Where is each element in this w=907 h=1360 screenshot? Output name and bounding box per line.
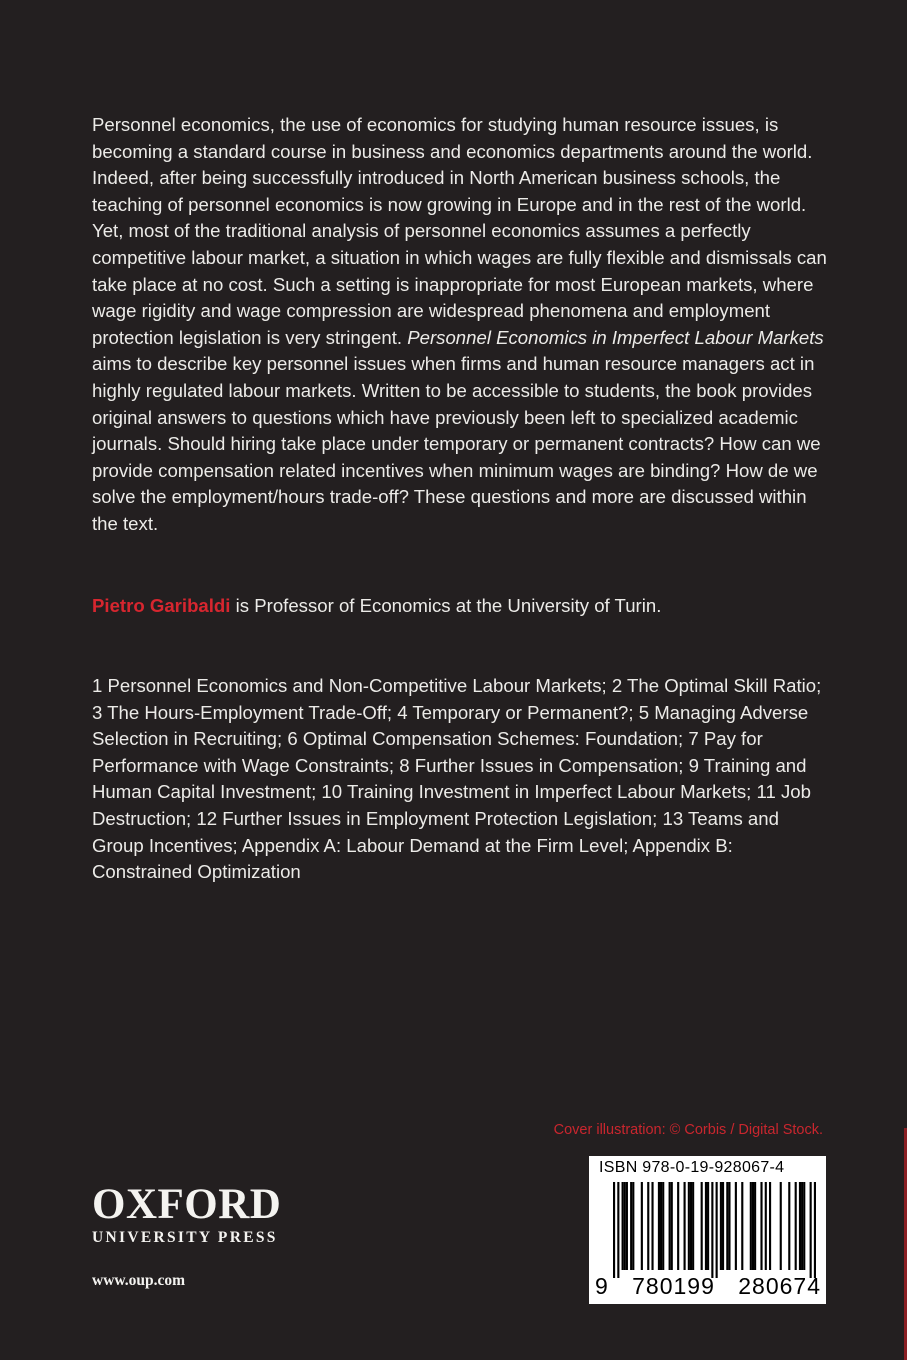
barcode-bar bbox=[795, 1182, 797, 1270]
publisher-name: OXFORD bbox=[92, 1181, 282, 1228]
barcode-bar bbox=[735, 1182, 737, 1270]
barcode-bar bbox=[741, 1182, 743, 1270]
barcode-bar bbox=[630, 1182, 632, 1270]
barcode-bar bbox=[754, 1182, 756, 1270]
publisher-subline: UNIVERSITY PRESS bbox=[92, 1229, 278, 1246]
author-bio bbox=[92, 593, 832, 620]
barcode-bar bbox=[613, 1182, 615, 1278]
barcode-bar bbox=[684, 1182, 686, 1270]
barcode-bar bbox=[632, 1182, 634, 1270]
barcode-bar bbox=[814, 1182, 816, 1278]
oxford-logo bbox=[92, 1183, 281, 1247]
barcode-bar bbox=[626, 1182, 628, 1270]
barcode-bar bbox=[726, 1182, 728, 1270]
barcode-bar bbox=[803, 1182, 805, 1270]
book-title-italic: Personnel Economics in Imperfect Labour Markets bbox=[407, 326, 824, 348]
barcode-bar bbox=[810, 1182, 812, 1278]
barcode-bar bbox=[780, 1182, 782, 1270]
barcode-bar bbox=[711, 1182, 713, 1278]
barcode-bar bbox=[669, 1182, 671, 1270]
barcode-bar bbox=[701, 1182, 703, 1270]
barcode-bar bbox=[705, 1182, 707, 1270]
barcode-bar bbox=[760, 1182, 762, 1270]
barcode-digits bbox=[595, 1273, 821, 1300]
book-description bbox=[92, 112, 832, 538]
barcode-bar bbox=[622, 1182, 624, 1270]
barcode-bar bbox=[799, 1182, 801, 1270]
barcode-digit-group-left: 780199 bbox=[632, 1273, 715, 1299]
barcode-bar bbox=[690, 1182, 692, 1270]
barcode-bar bbox=[647, 1182, 649, 1270]
barcode-bar bbox=[801, 1182, 803, 1270]
barcode-bar bbox=[660, 1182, 662, 1270]
barcode-digit-lead: 9 bbox=[595, 1273, 609, 1299]
barcode-bar bbox=[707, 1182, 709, 1270]
barcode-bar bbox=[677, 1182, 679, 1270]
description-paragraph bbox=[92, 112, 832, 538]
description-part-2: aims to describe key personnel issues when firms and human resource managers act in highly regulated labour markets. Written to be accessible to students, the book provides original answers to questions which have previously been left to specialized academic journals. Should hiring take place under temporary or permanent contracts? How can we provide compensation related incentives when minimum wages are binding? How de we solve the employment/hours trade-off? These questions and more are discussed within the text. bbox=[92, 353, 821, 534]
barcode-bar bbox=[658, 1182, 660, 1270]
barcode-bar bbox=[750, 1182, 752, 1270]
barcode-bar bbox=[617, 1182, 619, 1278]
barcode-bar bbox=[765, 1182, 767, 1270]
barcode-bar bbox=[722, 1182, 724, 1270]
barcode-bar bbox=[688, 1182, 690, 1270]
barcode-bar bbox=[720, 1182, 722, 1270]
description-part-1: Personnel economics, the use of economics for studying human resource issues, is becoming a standard course in business and economics departments around the world. Indeed, after being successfully introduced in North American business schools, the teaching of personnel economics is now growing in Europe and in the rest of the world. Yet, most of the traditional analysis of personnel economics assumes a perfectly competitive labour market, a situation in which wages are fully flexible and dismissals can take place at no cost. Such a setting is inappropriate for most European markets, where wage rigidity and wage compression are widespread phenomena and employment protection legislation is very stringent. bbox=[92, 114, 827, 348]
barcode-digit-group-right: 280674 bbox=[738, 1273, 821, 1299]
author-name: Pietro Garibaldi bbox=[92, 595, 231, 616]
author-bio-text: is Professor of Economics at the University of Turin. bbox=[230, 595, 662, 616]
barcode-bar bbox=[788, 1182, 790, 1270]
cover-credit: Cover illustration: © Corbis / Digital Stock. bbox=[553, 1122, 823, 1138]
barcode-bar bbox=[692, 1182, 694, 1270]
isbn-barcode bbox=[589, 1156, 826, 1304]
table-of-contents: 1 Personnel Economics and Non-Competitive Labour Markets; 2 The Optimal Skill Ratio; 3 The Hours-Employment Trade-Off; 4 Temporary or Permanent?; 5 Managing Adverse Selection in Recruiting; 6 Optimal Compensation Schemes: Foundation; 7 Pay for Performance with Wage Constraints; 8 Further Issues in Compensation; 9 Training and Human Capital Investment; 10 Training Investment in Imperfect Labour Markets; 11 Job Destruction; 12 Further Issues in Employment Protection Legislation; 13 Teams and Group Incentives; Appendix A: Labour Demand at the Firm Level; Appendix B: Constrained Optimization bbox=[92, 675, 822, 883]
barcode-bar bbox=[752, 1182, 754, 1270]
barcode-bar bbox=[662, 1182, 664, 1270]
barcode-bar bbox=[769, 1182, 771, 1270]
barcode-bar bbox=[716, 1182, 718, 1278]
barcode-bar bbox=[671, 1182, 673, 1270]
barcode-bar bbox=[641, 1182, 643, 1270]
barcode-bar bbox=[728, 1182, 730, 1270]
isbn-label: ISBN 978-0-19-928067-4 bbox=[599, 1159, 785, 1176]
publisher-website: www.oup.com bbox=[92, 1272, 186, 1289]
barcode-bar bbox=[651, 1182, 653, 1270]
barcode-bar bbox=[624, 1182, 626, 1270]
barcode-bars bbox=[613, 1182, 816, 1278]
